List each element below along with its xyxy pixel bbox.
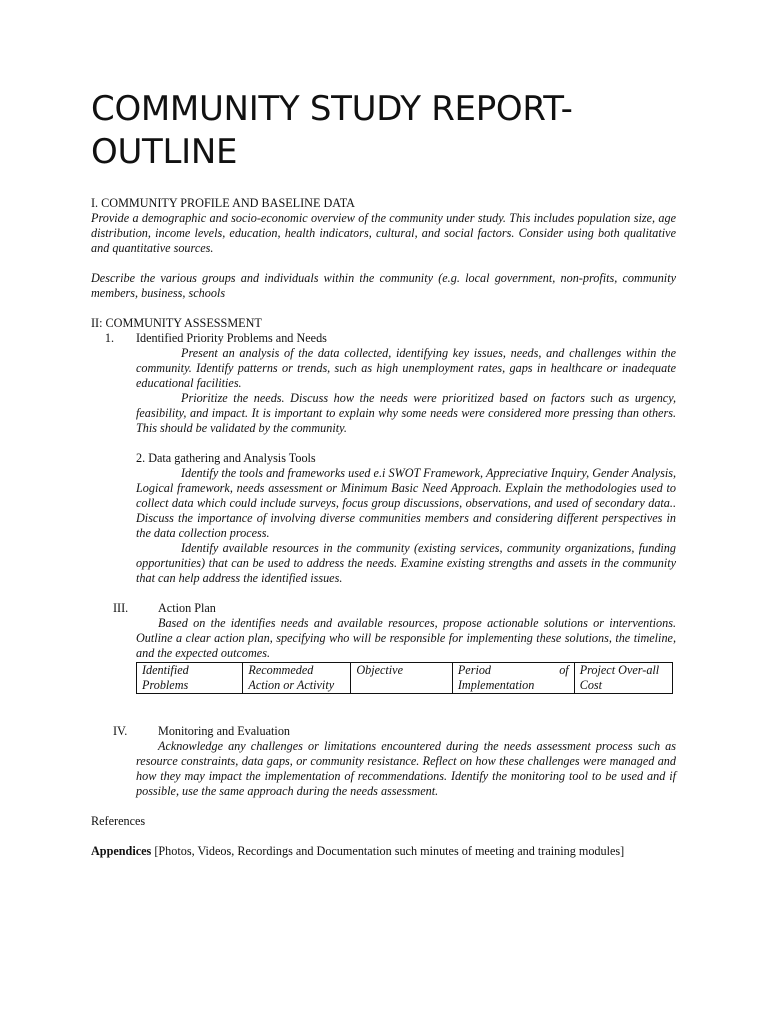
section-3-roman-numeral: III.: [113, 601, 129, 615]
table-header-recommended-action: Recommeded Action or Activity: [243, 663, 351, 694]
spacer: [91, 694, 676, 709]
section-2-item-2-paragraph-1: Identify the tools and frameworks used e.i SWOT Framework, Appreciative Inquiry, Gender Analysis, Logical framework, needs assessment or Minimum Basic Need Approach. Explain the methodologies used to collect data which could include surveys, focus group discussions, observations, and used of secondary data.. Discuss the importance of involving diverse communities members and considering different perspectives in the data collection process.: [136, 466, 676, 540]
section-2-item-2-paragraph-2: Identify available resources in the community (existing services, community organizations, funding opportunities) that can be used to address the needs. Examine existing strengths and assets in the community that can help address the identified issues.: [136, 541, 676, 585]
section-1-paragraph-1: Provide a demographic and socio-economic overview of the community under study. This includes population size, age distribution, income levels, education, health indicators, cultural, and social factors. Consider using both qualitative and quantitative sources.: [91, 211, 676, 255]
section-2-heading: II: COMMUNITY ASSESSMENT: [91, 316, 262, 330]
section-2-item-1-body: [136, 346, 676, 586]
section-2-item-1-paragraph-1: Present an analysis of the data collected, identifying key issues, needs, and challenges within the community. Identify patterns or trends, such as high unemployment rates, gaps in healthcare or inadequate educational facilities.: [136, 346, 676, 390]
section-4-roman-numeral: IV.: [113, 724, 128, 738]
section-1-heading: I. COMMUNITY PROFILE AND BASELINE DATA: [91, 196, 355, 210]
table-header-objective: Objective: [351, 663, 453, 694]
appendices-label: Appendices: [91, 844, 152, 858]
spacer: [91, 799, 676, 814]
section-4-paragraph: Acknowledge any challenges or limitations encountered during the needs assessment process such as resource constraints, data gaps, or community resistance. Reflect on how these challenges were managed and how they may impact the implementation of recommendations. Identify the monitoring tool to be used and if possible, use the same approach during the needs assessment.: [136, 739, 676, 798]
references-heading: References: [91, 814, 146, 828]
spacer: [91, 829, 676, 844]
action-plan-header-row: [137, 663, 673, 694]
section-3-heading: Action Plan: [158, 601, 216, 615]
section-3-heading-row: [113, 601, 676, 616]
action-plan-table: [136, 662, 673, 694]
table-header-identified-problems: Identified Problems: [137, 663, 243, 694]
appendices-line: [91, 844, 676, 859]
section-1-paragraph-2: Describe the various groups and individuals within the community (e.g. local government, non-profits, community members, business, schools: [91, 271, 676, 300]
section-2-item-1-number: 1.: [104, 331, 114, 345]
section-2-item-1-title: Identified Priority Problems and Needs: [136, 331, 327, 345]
table-header-period: Period of Implementation: [452, 663, 574, 694]
spacer: [91, 256, 676, 271]
section-4-heading: Monitoring and Evaluation: [158, 724, 291, 738]
spacer: [91, 301, 676, 316]
section-3-body: [136, 616, 676, 661]
spacer: [136, 436, 676, 451]
section-2-item-1-paragraph-2: Prioritize the needs. Discuss how the needs were prioritized based on factors such as urgency, feasibility, and impact. It is important to explain why some needs were considered more pressing than others. This should be validated by the community.: [136, 391, 676, 435]
appendices-text: [Photos, Videos, Recordings and Documentation such minutes of meeting and training modules]: [151, 844, 625, 858]
document-title: COMMUNITY STUDY REPORT-OUTLINE: [91, 89, 573, 172]
table-header-cost: Project Over-all Cost: [574, 663, 672, 694]
section-4-heading-row: [113, 724, 676, 739]
spacer: [91, 709, 676, 724]
section-3-paragraph: Based on the identifies needs and available resources, propose actionable solutions or interventions. Outline a clear action plan, specifying who will be responsible for implementing these solutions, the timeline, and the expected outcomes.: [136, 616, 676, 660]
spacer: [91, 586, 676, 601]
section-4-body: [136, 739, 676, 799]
section-2-item-2-title: 2. Data gathering and Analysis Tools: [136, 451, 316, 465]
section-2-item-1-row: [91, 331, 676, 346]
